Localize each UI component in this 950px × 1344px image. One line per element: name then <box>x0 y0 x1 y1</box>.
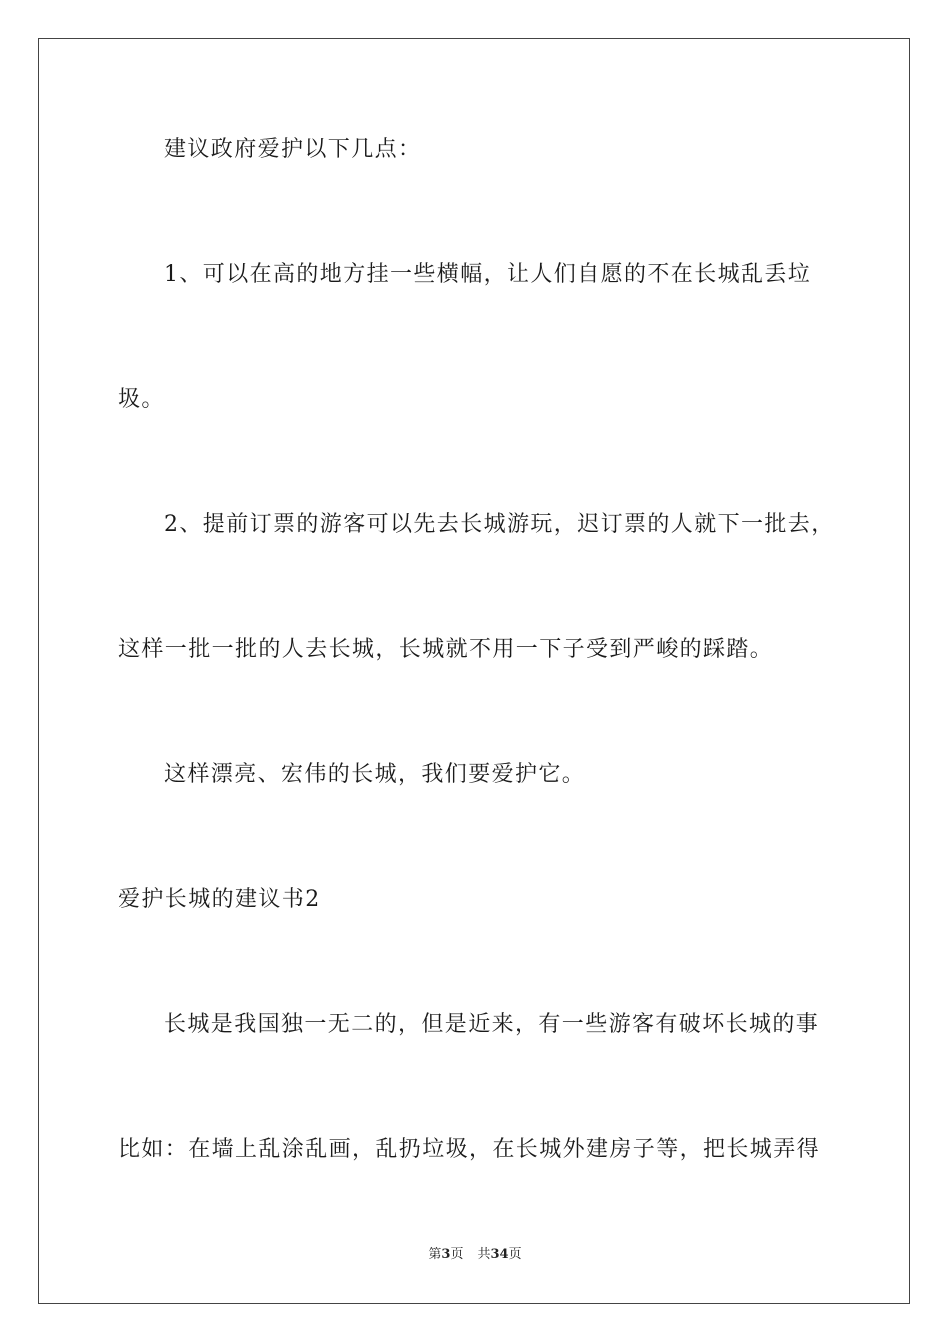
total-suffix: 页 <box>508 1247 522 1262</box>
paragraph-point-2-continuation: 这样一批一批的人去长城，长城就不用一下子受到严峻的踩踏。 <box>118 637 774 662</box>
paragraph-second-letter: 长城是我国独一无二的，但是近来，有一些游客有破坏长城的事 <box>164 1012 820 1037</box>
total-prefix: 共 <box>477 1247 491 1262</box>
paragraph-point-2: 2、提前订票的游客可以先去长城游玩，迟订票的人就下一批去， <box>164 512 835 537</box>
page-footer <box>0 1246 950 1264</box>
page-number: 3 <box>441 1247 451 1262</box>
paragraph-intro: 建议政府爱护以下几点： <box>164 137 422 162</box>
page-border <box>38 38 910 1304</box>
paragraph-point-1-continuation: 圾。 <box>118 387 165 412</box>
section-heading: 爱护长城的建议书2 <box>118 887 321 912</box>
page-prefix: 第 <box>428 1247 442 1262</box>
paragraph-second-letter-continuation: 比如：在墙上乱涂乱画，乱扔垃圾，在长城外建房子等，把长城弄得 <box>118 1137 821 1162</box>
total-pages: 34 <box>490 1247 509 1262</box>
paragraph-conclusion: 这样漂亮、宏伟的长城，我们要爱护它。 <box>164 762 586 787</box>
page-suffix: 页 <box>450 1247 464 1262</box>
paragraph-point-1: 1、可以在高的地方挂一些横幅，让人们自愿的不在长城乱丢垃 <box>164 262 812 287</box>
